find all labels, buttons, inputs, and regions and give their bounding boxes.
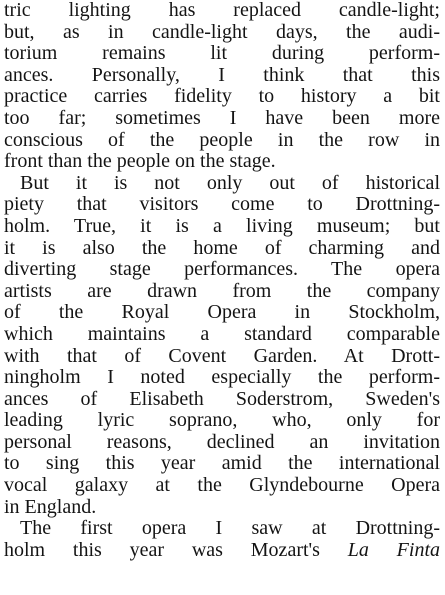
- opera-title: La Finta: [347, 539, 440, 561]
- text-line: to sing this year amid the international: [4, 453, 440, 475]
- paragraph: [4, 173, 440, 519]
- text-line: of the Royal Opera in Stockholm,: [4, 302, 440, 324]
- article-column: [4, 0, 440, 561]
- text-line: front than the people on the stage.: [4, 151, 276, 173]
- text-line: diverting stage performances. The opera: [4, 259, 440, 281]
- text-line: ances of Elisabeth Soderstrom, Sweden's: [4, 388, 440, 410]
- text-line: artists are drawn from the company: [4, 280, 440, 302]
- text-line: it is also the home of charming and: [4, 237, 440, 259]
- text-line: in England.: [4, 496, 97, 518]
- text-line: personal reasons, declined an invitation: [4, 431, 440, 453]
- text-line: leading lyric soprano, who, only for: [4, 410, 440, 432]
- text-fragment: holm this year was Mozart's: [4, 539, 320, 561]
- text-line: holm. True, it is a living museum; but: [4, 215, 440, 237]
- text-line: with that of Covent Garden. At Drott-: [4, 345, 440, 367]
- text-line: tric lighting has replaced candle-light;: [4, 0, 440, 21]
- text-line: [4, 540, 440, 562]
- text-line: conscious of the people in the row in: [4, 129, 440, 151]
- text-line: which maintains a standard comparable: [4, 323, 440, 345]
- text-line: piety that visitors come to Drottning-: [4, 194, 440, 216]
- text-line: too far; sometimes I have been more: [4, 107, 440, 129]
- text-line: torium remains lit during perform-: [4, 43, 440, 65]
- text-line: But it is not only out of historical: [20, 172, 440, 194]
- text-line: practice carries fidelity to history a bit: [4, 86, 440, 108]
- paragraph: [4, 0, 440, 173]
- text-line: ances. Personally, I think that this: [4, 64, 440, 86]
- text-line: but, as in candle-light days, the audi-: [4, 21, 440, 43]
- text-line: The first opera I saw at Drottning-: [20, 518, 440, 540]
- text-line: ningholm I noted especially the perform-: [4, 367, 440, 389]
- paragraph: [4, 518, 440, 561]
- text-line: vocal galaxy at the Glyndebourne Opera: [4, 475, 440, 497]
